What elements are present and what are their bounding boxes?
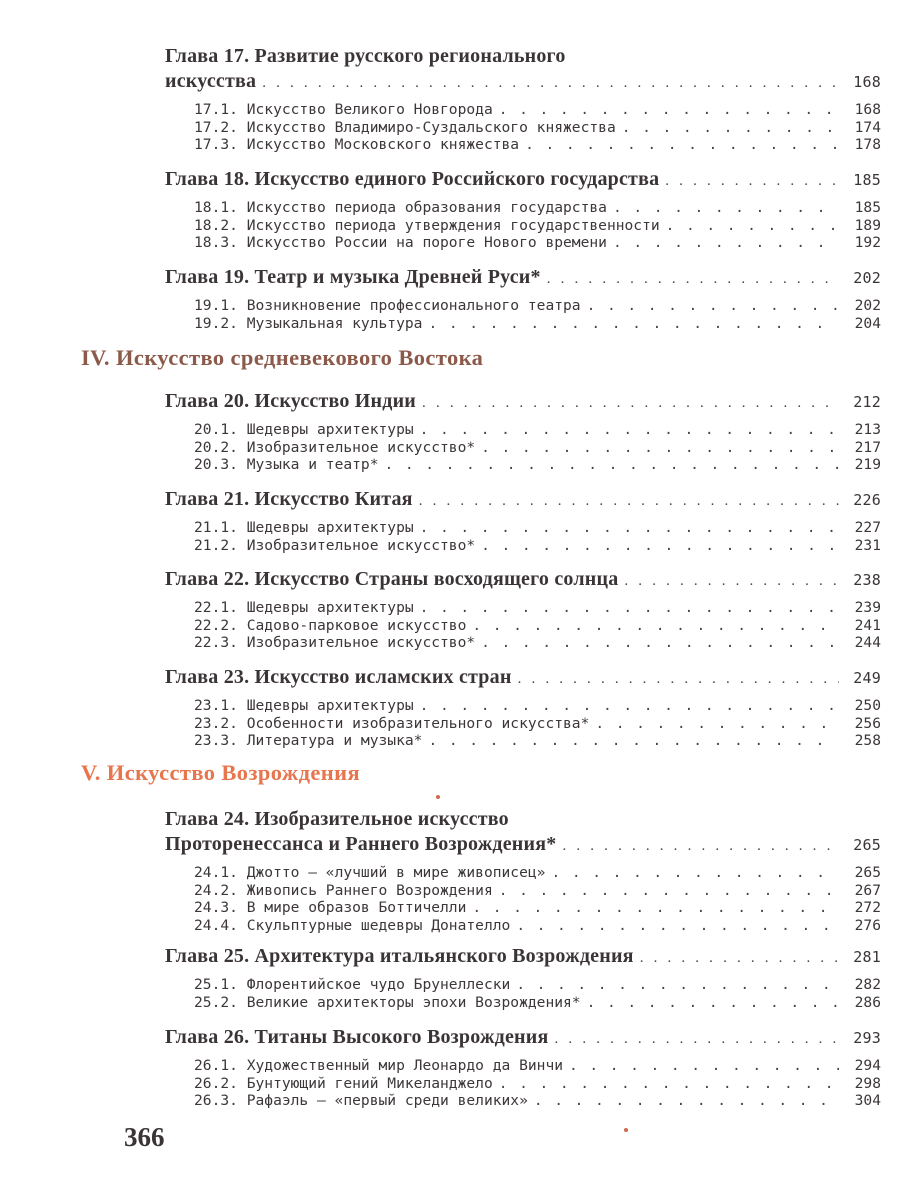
dot-leader (622, 119, 839, 136)
section-row[interactable] (165, 917, 881, 935)
dot-leader (481, 439, 839, 456)
section-row[interactable] (165, 864, 881, 882)
dot-leader (420, 599, 839, 616)
section-page-number: 294 (854, 1057, 881, 1074)
section-page-number: 189 (854, 216, 881, 234)
section-row[interactable] (165, 715, 881, 733)
chapter-entry (165, 168, 881, 252)
chapter-page-number: 249 (853, 669, 881, 687)
section-row[interactable] (165, 101, 881, 119)
dot-leader (420, 421, 839, 438)
dot-leader (534, 1092, 839, 1109)
dot-leader (516, 976, 839, 993)
section-page-number: 213 (854, 421, 881, 438)
section-label: 25.1. Флорентийское чудо Брунеллески (194, 976, 511, 993)
section-label: 22.1. Шедевры архитектуры (194, 599, 414, 616)
print-speck (436, 795, 440, 799)
dot-leader (472, 899, 839, 916)
section-row[interactable] (165, 217, 881, 235)
section-page-number: 204 (854, 314, 881, 332)
chapter-title-line: Глава 25. Архитектура итальянского Возрождения (165, 945, 634, 967)
dot-leader (613, 199, 839, 216)
dot-leader (385, 456, 839, 473)
section-row[interactable] (165, 199, 881, 217)
section-page-number: 250 (854, 697, 881, 714)
dot-leader (555, 1031, 839, 1048)
chapter-page-number: 265 (853, 836, 881, 854)
section-label: 18.2. Искусство периода утверждения государственности (194, 216, 660, 234)
section-label: 19.2. Музыкальная культура (194, 314, 423, 332)
section-label: 25.2. Великие архитекторы эпохи Возрождения* (194, 993, 581, 1011)
section-label: 24.1. Джотто — «лучший в мире живописец» (194, 864, 546, 881)
chapter-row[interactable] (165, 568, 881, 595)
section-label: 23.3. Литература и музыка* (194, 732, 423, 749)
section-row[interactable] (165, 732, 881, 750)
section-label: 23.2. Особенности изобразительного искусства* (194, 714, 590, 732)
chapter-page-number: 202 (853, 269, 881, 287)
dot-leader (525, 136, 839, 153)
dot-leader (665, 173, 839, 190)
chapter-title-line: Глава 26. Титаны Высокого Возрождения (165, 1026, 549, 1048)
section-row[interactable] (165, 519, 881, 537)
dot-leader (518, 671, 839, 688)
chapter-row[interactable] (165, 168, 881, 195)
section-row[interactable] (165, 994, 881, 1012)
dot-leader (481, 537, 839, 554)
section-label: 22.2. Садово-парковое искусство (194, 616, 467, 634)
dot-leader (569, 1057, 839, 1074)
section-row[interactable] (165, 537, 881, 555)
section-row[interactable] (165, 882, 881, 900)
dot-leader (587, 297, 839, 314)
section-page-number: 258 (854, 732, 881, 749)
chapter-entry (165, 945, 881, 1011)
chapter-entry (165, 390, 881, 474)
chapter-page-number: 226 (853, 491, 881, 509)
section-label: 19.1. Возникновение профессионального театра (194, 297, 581, 314)
dot-leader (422, 395, 839, 412)
section-label: 22.3. Изобразительное искусство* (194, 634, 476, 651)
dot-leader (499, 882, 839, 899)
section-row[interactable] (165, 119, 881, 137)
section-row[interactable] (165, 634, 881, 652)
chapter-page-number: 212 (853, 393, 881, 411)
section-page-number: 276 (854, 916, 881, 934)
section-row[interactable] (165, 617, 881, 635)
section-page-number: 227 (854, 519, 881, 536)
section-label: 17.1. Искусство Великого Новгорода (194, 101, 493, 118)
section-row[interactable] (165, 1092, 881, 1110)
chapter-title-line: Глава 20. Искусство Индии (165, 390, 417, 412)
section-label: 26.1. Художественный мир Леонардо да Винчи (194, 1057, 564, 1074)
dot-leader (624, 573, 839, 590)
chapter-entry (165, 806, 881, 934)
chapter-title-line: Глава 21. Искусство Китая (165, 488, 413, 510)
chapter-row[interactable] (165, 266, 881, 293)
dot-leader (562, 838, 839, 855)
section-label: 21.2. Изобразительное искусство* (194, 536, 476, 554)
dot-leader (666, 217, 839, 234)
chapter-row[interactable] (165, 945, 881, 972)
part-heading: IV. Искусство средневекового Востока (81, 345, 484, 370)
section-label: 26.2. Бунтующий гений Микеланджело (194, 1074, 493, 1092)
section-page-number: 178 (854, 136, 881, 153)
dot-leader (428, 315, 839, 332)
section-label: 20.1. Шедевры архитектуры (194, 421, 414, 438)
chapter-title-line: Глава 18. Искусство единого Российского государства (165, 168, 660, 190)
dot-leader (420, 519, 839, 536)
section-page-number: 272 (854, 899, 881, 916)
section-label: 21.1. Шедевры архитектуры (194, 519, 414, 536)
section-label: 20.3. Музыка и театр* (194, 456, 379, 473)
chapter-entry (165, 568, 881, 652)
section-page-number: 256 (854, 714, 881, 732)
dot-leader (595, 715, 839, 732)
section-page-number: 286 (854, 993, 881, 1011)
section-page-number: 298 (854, 1074, 881, 1092)
section-row[interactable] (165, 234, 881, 252)
section-row[interactable] (165, 697, 881, 715)
chapter-entry (165, 666, 881, 750)
section-row[interactable] (165, 976, 881, 994)
chapter-title-line: Проторенессанса и Раннего Возрождения* (165, 833, 557, 855)
chapter-title-line: Глава 17. Развитие русского регионального (165, 45, 566, 67)
section-label: 26.3. Рафаэль — «первый среди великих» (194, 1092, 528, 1109)
section-page-number: 282 (854, 976, 881, 993)
section-label: 23.1. Шедевры архитектуры (194, 697, 414, 714)
section-label: 17.2. Искусство Владимиро-Суздальского княжества (194, 118, 616, 136)
chapter-page-number: 281 (853, 948, 881, 966)
dot-leader (613, 234, 839, 251)
dot-leader (516, 917, 839, 934)
section-page-number: 202 (854, 297, 881, 314)
section-label: 24.3. В мире образов Боттичелли (194, 899, 467, 916)
section-label: 20.2. Изобразительное искусство* (194, 438, 476, 456)
chapter-row[interactable] (165, 666, 881, 693)
section-page-number: 174 (854, 118, 881, 136)
chapter-title-line: Глава 24. Изобразительное искусство (165, 808, 509, 830)
dot-leader (551, 864, 839, 881)
dot-leader (587, 994, 839, 1011)
dot-leader (419, 493, 839, 510)
section-label: 17.3. Искусство Московского княжества (194, 136, 520, 153)
part-heading: V. Искусство Возрождения (81, 760, 361, 785)
dot-leader (640, 950, 839, 967)
section-page-number: 239 (854, 599, 881, 616)
dot-leader (499, 101, 839, 118)
page-number: 366 (124, 1122, 165, 1152)
dot-leader (481, 634, 839, 651)
section-page-number: 192 (854, 234, 881, 251)
chapter-row[interactable] (165, 70, 881, 97)
section-row[interactable] (165, 599, 881, 617)
section-row[interactable] (165, 136, 881, 154)
chapter-row[interactable] (165, 1026, 881, 1053)
section-label: 18.1. Искусство периода образования государства (194, 199, 607, 216)
section-page-number: 231 (854, 536, 881, 554)
section-page-number: 265 (854, 864, 881, 881)
section-row[interactable] (165, 1075, 881, 1093)
section-row[interactable] (165, 899, 881, 917)
section-page-number: 304 (854, 1092, 881, 1109)
chapter-title-line: Глава 22. Искусство Страны восходящего солнца (165, 568, 619, 590)
chapter-entry (165, 1026, 881, 1110)
section-row[interactable] (165, 297, 881, 315)
chapter-title-line: искусства (165, 70, 257, 92)
chapter-page-number: 238 (853, 571, 881, 589)
chapter-row[interactable] (165, 390, 881, 417)
section-label: 24.4. Скульптурные шедевры Донателло (194, 916, 511, 934)
section-page-number: 241 (854, 616, 881, 634)
section-row[interactable] (165, 315, 881, 333)
section-row[interactable] (165, 421, 881, 439)
chapter-row[interactable] (165, 833, 881, 860)
section-page-number: 219 (854, 456, 881, 473)
chapter-entry (165, 266, 881, 332)
chapter-entry (165, 488, 881, 554)
section-page-number: 244 (854, 634, 881, 651)
section-page-number: 217 (854, 438, 881, 456)
chapter-page-number: 293 (853, 1029, 881, 1047)
section-page-number: 267 (854, 881, 881, 899)
section-row[interactable] (165, 456, 881, 474)
section-label: 24.2. Живопись Раннего Возрождения (194, 881, 493, 899)
dot-leader (547, 271, 839, 288)
section-page-number: 168 (854, 101, 881, 118)
dot-leader (420, 697, 839, 714)
dot-leader (262, 75, 839, 92)
section-row[interactable] (165, 439, 881, 457)
print-speck (624, 1128, 628, 1132)
chapter-entry (165, 43, 881, 154)
chapter-title-line: Глава 19. Театр и музыка Древней Руси* (165, 266, 541, 288)
chapter-title-line: Глава 23. Искусство исламских стран (165, 666, 512, 688)
section-label: 18.3. Искусство России на пороге Нового времени (194, 234, 607, 251)
chapter-row[interactable] (165, 488, 881, 515)
section-row[interactable] (165, 1057, 881, 1075)
dot-leader (499, 1075, 839, 1092)
dot-leader (428, 732, 839, 749)
chapter-page-number: 185 (853, 171, 881, 189)
section-page-number: 185 (854, 199, 881, 216)
chapter-page-number: 168 (853, 73, 881, 91)
dot-leader (472, 617, 839, 634)
